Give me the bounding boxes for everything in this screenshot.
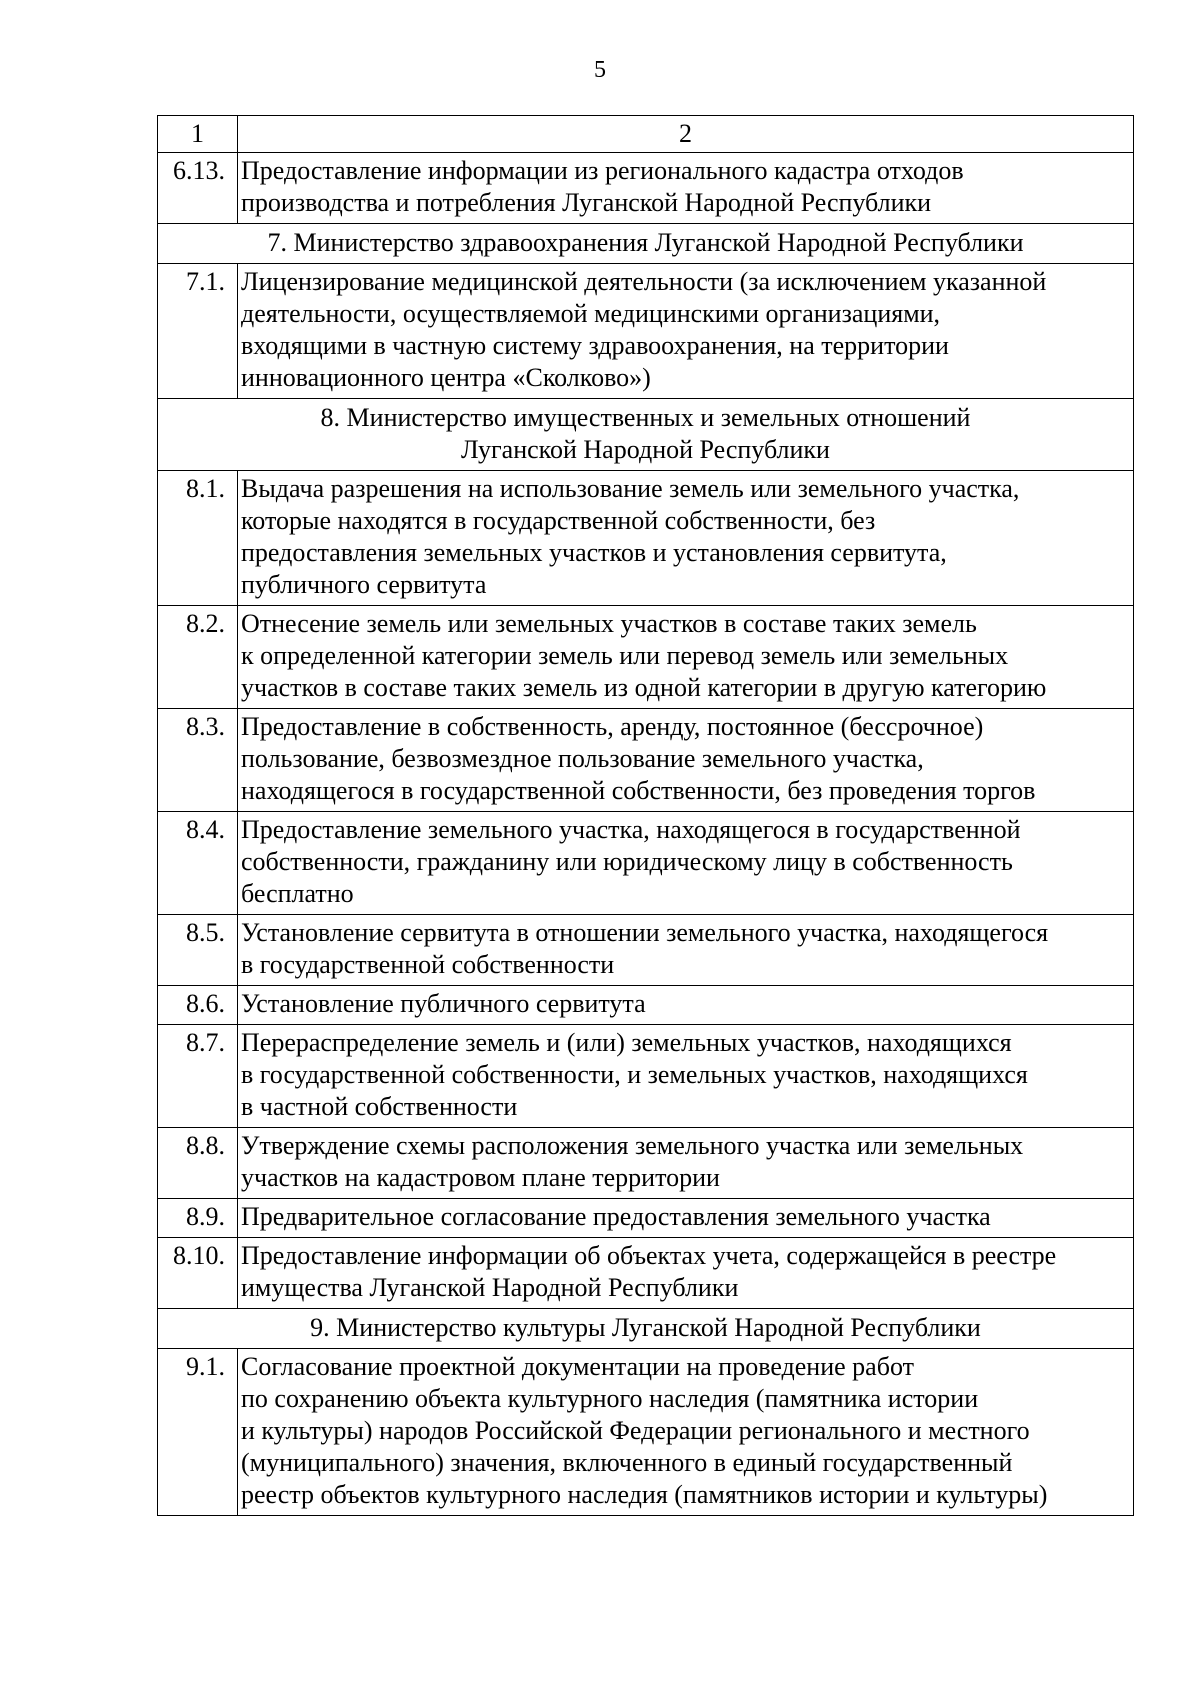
column-number-header: 1: [158, 116, 238, 153]
item-description-line: в государственной собственности, и земельных участков, находящихся: [241, 1060, 1028, 1089]
item-description-line: производства и потребления Луганской Народной Республики: [241, 188, 932, 217]
item-description: [238, 1128, 1134, 1199]
table-row: [158, 812, 1134, 915]
item-description: [238, 812, 1134, 915]
item-description-line: Выдача разрешения на использование земель или земельного участка,: [241, 474, 1020, 503]
item-description-line: имущества Луганской Народной Республики: [241, 1273, 739, 1302]
table-row: [158, 1349, 1134, 1516]
item-description-line: Предоставление информации об объектах учета, содержащейся в реестре: [241, 1241, 1057, 1270]
item-description: [238, 915, 1134, 986]
item-description-line: Лицензирование медицинской деятельности (за исключением указанной: [241, 267, 1047, 296]
item-number: 8.1.: [158, 471, 238, 606]
item-description-line: бесплатно: [241, 879, 354, 908]
item-description-line: в частной собственности: [241, 1092, 518, 1121]
item-description-line: Отнесение земель или земельных участков в составе таких земель: [241, 609, 977, 638]
item-description: [238, 1199, 1134, 1238]
item-description-line: Предварительное согласование предоставления земельного участка: [241, 1202, 991, 1231]
section-header-row: [158, 224, 1134, 264]
item-number: 6.13.: [158, 153, 238, 224]
table-row: [158, 264, 1134, 399]
item-number: 8.6.: [158, 986, 238, 1025]
item-description-line: пользование, безвозмездное пользование земельного участка,: [241, 744, 924, 773]
services-table: [157, 115, 1134, 1516]
table-row: [158, 1238, 1134, 1309]
item-number: 8.2.: [158, 606, 238, 709]
item-description-line: реестр объектов культурного наследия (памятников истории и культуры): [241, 1480, 1048, 1509]
item-description-line: Установление сервитута в отношении земельного участка, находящегося: [241, 918, 1049, 947]
item-description: [238, 1349, 1134, 1516]
table-row: [158, 915, 1134, 986]
item-description-line: Предоставление земельного участка, находящегося в государственной: [241, 815, 1021, 844]
item-description: [238, 986, 1134, 1025]
item-description-line: к определенной категории земель или перевод земель или земельных: [241, 641, 1009, 670]
item-description: [238, 1238, 1134, 1309]
item-description-line: по сохранению объекта культурного наследия (памятника истории: [241, 1384, 979, 1413]
item-description-line: собственности, гражданину или юридическому лицу в собственность: [241, 847, 1013, 876]
table-row: [158, 1128, 1134, 1199]
item-description-line: предоставления земельных участков и установления сервитута,: [241, 538, 947, 567]
item-description-line: находящегося в государственной собственности, без проведения торгов: [241, 776, 1036, 805]
table-row: [158, 153, 1134, 224]
item-description-line: (муниципального) значения, включенного в единый государственный: [241, 1448, 1013, 1477]
table-header-row: [158, 116, 1134, 153]
section-title: [158, 224, 1134, 264]
item-description-line: Перераспределение земель и (или) земельных участков, находящихся: [241, 1028, 1012, 1057]
table-row: [158, 709, 1134, 812]
table-row: [158, 471, 1134, 606]
item-number: 7.1.: [158, 264, 238, 399]
item-description-line: которые находятся в государственной собственности, без: [241, 506, 876, 535]
table-row: [158, 986, 1134, 1025]
item-description-line: Предоставление информации из регионального кадастра отходов: [241, 156, 964, 185]
item-description-line: деятельности, осуществляемой медицинскими организациями,: [241, 299, 941, 328]
section-header-row: [158, 399, 1134, 471]
section-title: [158, 1309, 1134, 1349]
item-description: [238, 709, 1134, 812]
item-description-line: входящими в частную систему здравоохранения, на территории: [241, 331, 949, 360]
section-header-row: [158, 1309, 1134, 1349]
table-row: [158, 1199, 1134, 1238]
item-number: 8.10.: [158, 1238, 238, 1309]
item-number: 8.4.: [158, 812, 238, 915]
item-number: 9.1.: [158, 1349, 238, 1516]
section-title-line: 9. Министерство культуры Луганской Народной Республики: [310, 1313, 981, 1342]
item-description-line: в государственной собственности: [241, 950, 615, 979]
item-description: [238, 606, 1134, 709]
item-description: [238, 264, 1134, 399]
item-number: 8.8.: [158, 1128, 238, 1199]
section-title: [158, 399, 1134, 471]
item-description-line: Установление публичного сервитута: [241, 989, 646, 1018]
item-description-line: участков в составе таких земель из одной категории в другую категорию: [241, 673, 1047, 702]
page-number: 5: [594, 57, 606, 83]
item-description-line: Предоставление в собственность, аренду, постоянное (бессрочное): [241, 712, 984, 741]
section-title-line: Луганской Народной Республики: [461, 435, 830, 464]
item-description: [238, 153, 1134, 224]
section-title-line: 7. Министерство здравоохранения Луганской Народной Республики: [267, 228, 1024, 257]
table-body: [158, 116, 1134, 1516]
item-number: 8.5.: [158, 915, 238, 986]
item-number: 8.9.: [158, 1199, 238, 1238]
item-description-line: и культуры) народов Российской Федерации регионального и местного: [241, 1416, 1030, 1445]
item-description-line: участков на кадастровом плане территории: [241, 1163, 720, 1192]
section-title-line: 8. Министерство имущественных и земельных отношений: [320, 403, 971, 432]
item-description-line: инновационного центра «Сколково»): [241, 363, 651, 392]
table-row: [158, 1025, 1134, 1128]
item-description-line: Согласование проектной документации на проведение работ: [241, 1352, 914, 1381]
item-description-line: публичного сервитута: [241, 570, 487, 599]
item-description-line: Утверждение схемы расположения земельного участка или земельных: [241, 1131, 1024, 1160]
item-description: [238, 471, 1134, 606]
item-description: [238, 1025, 1134, 1128]
item-number: 8.7.: [158, 1025, 238, 1128]
item-number: 8.3.: [158, 709, 238, 812]
table-row: [158, 606, 1134, 709]
column-text-header: 2: [238, 116, 1134, 153]
